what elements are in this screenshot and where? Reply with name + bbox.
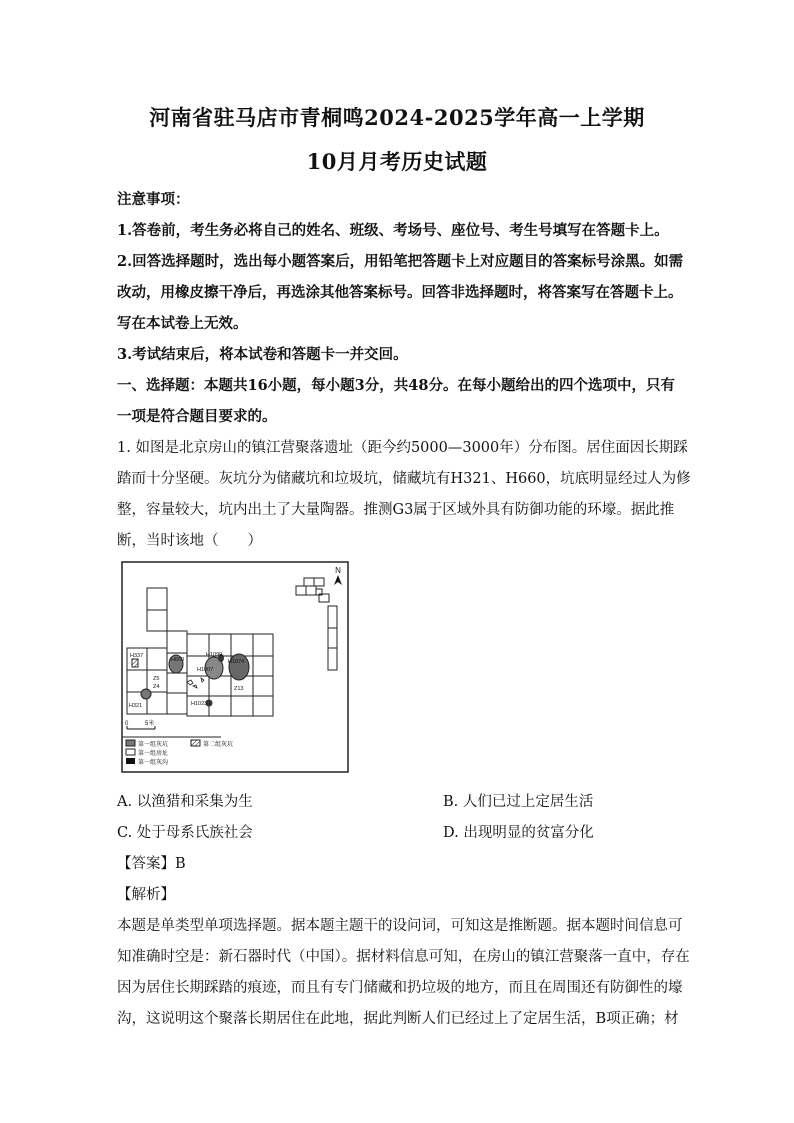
label-h1023: H1023 [191,701,208,707]
label-h1074: H1074 [228,659,245,665]
north-label: N [335,566,341,575]
label-h1099: H1099 [206,652,223,658]
pit-h337 [132,659,138,667]
notice-line-4: 写在本试卷上无效。 [117,315,248,332]
scale-unit: 5米 [145,721,155,727]
analysis-line-2: 知准确时空是：新石器时代（中国）。据材料信息可知，在房山的镇江营聚落一直中，存在 [117,949,690,965]
pit-h1074 [229,654,249,680]
legend-1: 第一组灰坑 [138,742,169,748]
notice-line-3: 改动，用橡皮擦干净后，再选涂其他答案标号。回答非选择题时，将答案写在答题卡上。 [117,284,683,301]
option-b[interactable]: B. 人们已过上定居生活 [443,794,594,810]
analysis-line-3: 因为居住长期踩踏的痕迹，而且有专门储藏和扔垃圾的地方，而且在周围还有防御性的壕 [117,980,683,996]
option-a[interactable]: A. 以渔猎和采集为生 [117,794,253,810]
notice-heading: 注意事项： [117,191,190,208]
title-line-1: 河南省驻马店市青桐鸣2024-2025学年高一上学期 [149,105,645,130]
label-z5: Z5 [153,676,160,682]
legend-3: 第一组房址 [138,751,169,757]
notice-line-5: 3.考试结束后，将本试卷和答题卡一并交回。 [117,346,408,363]
section-line-2: 一项是符合题目要求的。 [117,408,277,425]
question-line-3: 整，容量较大，坑内出土了大量陶器。推测G3属于区域外具有防御功能的环壕。据此推 [117,502,675,518]
label-z4: Z4 [153,684,160,690]
label-z13: Z13 [234,686,244,692]
scale-zero: 0 [125,721,129,727]
option-d[interactable]: D. 出现明显的贫富分化 [443,825,594,841]
legend-2: 第二组灰坑 [203,742,234,748]
analysis-line-4: 沟，这说明这个聚落长期居住在此地，据此判断人们已经过上了定居生活，B项正确；材 [117,1011,679,1027]
question-line-4: 断，当时该地（ ） [117,533,262,549]
legend-4: 第一组灰沟 [138,760,169,766]
settlement-site-map [121,561,349,773]
label-h321: H321 [129,703,143,709]
title-line-2: 10月月考历史试题 [306,149,488,174]
section-line-1: 一、选择题：本题共16小题，每小题3分，共48分。在每小题给出的四个选项中，只有 [117,377,675,394]
answer: 【答案】B [117,856,186,872]
option-c[interactable]: C. 处于母系氏族社会 [117,825,253,841]
notice-line-1: 1.答卷前，考生务必将自己的姓名、班级、考场号、座位号、考生号填写在答题卡上。 [117,222,669,239]
label-h1007: H1007 [197,667,214,673]
label-h337: H337 [130,653,144,659]
question-line-2: 踏而十分坚硬。灰坑分为储藏坑和垃圾坑，储藏坑有H321、H660，坑底明显经过人为修 [117,471,691,487]
pit-h321 [141,689,151,699]
analysis-heading: 【解析】 [117,887,175,903]
notice-line-2: 2.回答选择题时，选出每小题答案后，用铅笔把答题卡上对应题目的答案标号涂黑。如需 [117,253,684,270]
label-h660: H660 [171,657,185,663]
question-line-1: 1. 如图是北京房山的镇江营聚落遗址（距今约5000—3000年）分布图。居住面因长期踩 [117,440,688,456]
analysis-line-1: 本题是单类型单项选择题。据本题主题干的设问词，可知这是推断题。据本题时间信息可 [117,918,683,934]
